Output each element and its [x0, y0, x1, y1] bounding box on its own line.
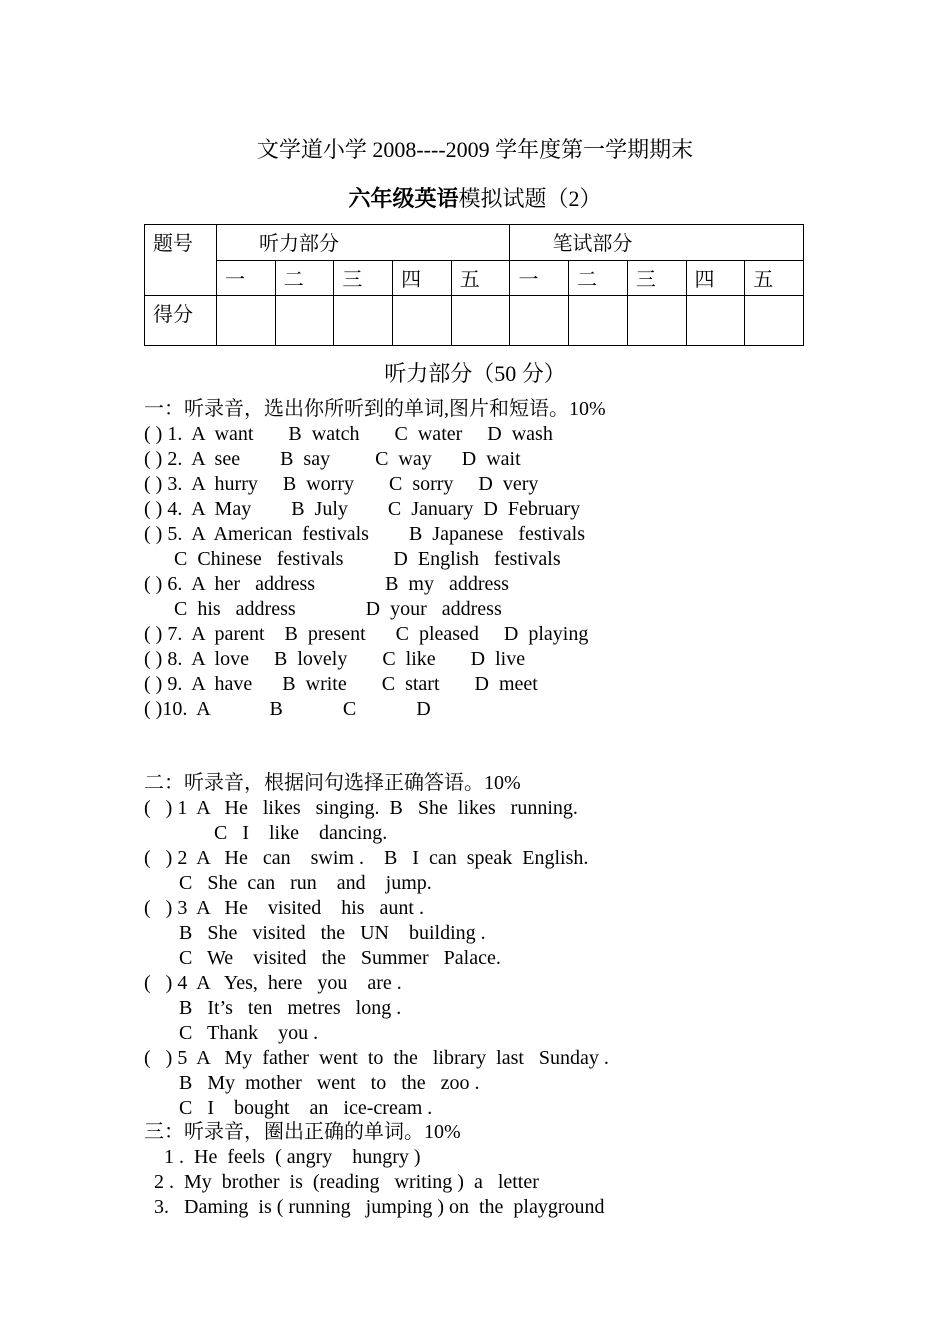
- section2-heading: 二：听录音，根据问句选择正确答语。10%: [144, 772, 521, 794]
- question-line: ( ) 2 A He can swim . B I can speak English.: [144, 847, 589, 869]
- question-line: C She can run and jump.: [144, 872, 432, 894]
- question-line: C his address D your address: [144, 598, 502, 620]
- score-cell[interactable]: [393, 296, 452, 346]
- question-line: ( ) 4. A May B July C January D February: [144, 498, 581, 520]
- question-line: ( ) 9. A have B write C start D meet: [144, 673, 538, 695]
- question-line: ( ) 6. A her address B my address: [144, 573, 509, 595]
- score-table-col-label: 题号: [145, 225, 217, 296]
- score-table-num: 二: [275, 261, 334, 296]
- score-cell[interactable]: [686, 296, 745, 346]
- score-table: [144, 224, 804, 346]
- question-line: B It’s ten metres long .: [144, 997, 402, 1019]
- question-line: 3. Daming is ( running jumping ) on the playground: [144, 1196, 605, 1218]
- exam-title-bold: 六年级英语: [348, 186, 459, 211]
- score-table-num: 一: [217, 261, 276, 296]
- question-line: ( ) 5. A American festivals B Japanese festivals: [144, 523, 586, 545]
- listening-heading: 听力部分（50 分）: [384, 361, 566, 386]
- question-line: C Chinese festivals D English festivals: [144, 548, 561, 570]
- question-line: ( ) 4 A Yes, here you are .: [144, 972, 402, 994]
- question-line: ( ) 1. A want B watch C water D wash: [144, 423, 553, 445]
- question-line: C I bought an ice-cream .: [144, 1097, 433, 1119]
- section1-heading: 一：听录音，选出你所听到的单词,图片和短语。10%: [144, 398, 606, 420]
- score-table-num: 三: [627, 261, 686, 296]
- question-line: ( ) 3 A He visited his aunt .: [144, 897, 424, 919]
- score-cell[interactable]: [510, 296, 569, 346]
- question-line: ( ) 5 A My father went to the library last Sunday .: [144, 1047, 609, 1069]
- score-cell[interactable]: [334, 296, 393, 346]
- score-table-num: 五: [745, 261, 804, 296]
- school-title: 文学道小学 2008----2009 学年度第一学期期末: [256, 137, 694, 162]
- exam-title: [0, 182, 950, 213]
- question-line: ( ) 7. A parent B present C pleased D playing: [144, 623, 589, 645]
- question-line: B My mother went to the zoo .: [144, 1072, 480, 1094]
- score-table-num: 五: [451, 261, 510, 296]
- score-table-num: 四: [393, 261, 452, 296]
- question-line: ( )10. A B C D: [144, 698, 431, 720]
- question-line: 1 . He feels ( angry hungry ): [144, 1146, 421, 1168]
- score-cell[interactable]: [627, 296, 686, 346]
- question-line: C Thank you .: [144, 1022, 319, 1044]
- score-table-row-label: 得分: [145, 296, 217, 346]
- score-table-num: 一: [510, 261, 569, 296]
- score-table-num: 三: [334, 261, 393, 296]
- question-line: 2 . My brother is (reading writing ) a letter: [144, 1171, 539, 1193]
- section3-heading: 三：听录音，圈出正确的单词。10%: [144, 1121, 461, 1143]
- question-line: C I like dancing.: [144, 822, 388, 844]
- score-cell[interactable]: [745, 296, 804, 346]
- score-table-num: 四: [686, 261, 745, 296]
- score-table-listening: 听力部分: [217, 225, 510, 261]
- question-line: ( ) 3. A hurry B worry C sorry D very: [144, 473, 539, 495]
- question-line: ( ) 1 A He likes singing. B She likes running.: [144, 797, 578, 819]
- score-table-writing: 笔试部分: [510, 225, 804, 261]
- question-line: ( ) 8. A love B lovely C like D live: [144, 648, 526, 670]
- score-cell[interactable]: [275, 296, 334, 346]
- score-cell[interactable]: [217, 296, 276, 346]
- question-line: ( ) 2. A see B say C way D wait: [144, 448, 521, 470]
- score-cell[interactable]: [451, 296, 510, 346]
- exam-title-rest: 模拟试题（2）: [458, 186, 602, 211]
- score-cell[interactable]: [569, 296, 628, 346]
- question-line: C We visited the Summer Palace.: [144, 947, 501, 969]
- score-table-num: 二: [569, 261, 628, 296]
- question-line: B She visited the UN building .: [144, 922, 486, 944]
